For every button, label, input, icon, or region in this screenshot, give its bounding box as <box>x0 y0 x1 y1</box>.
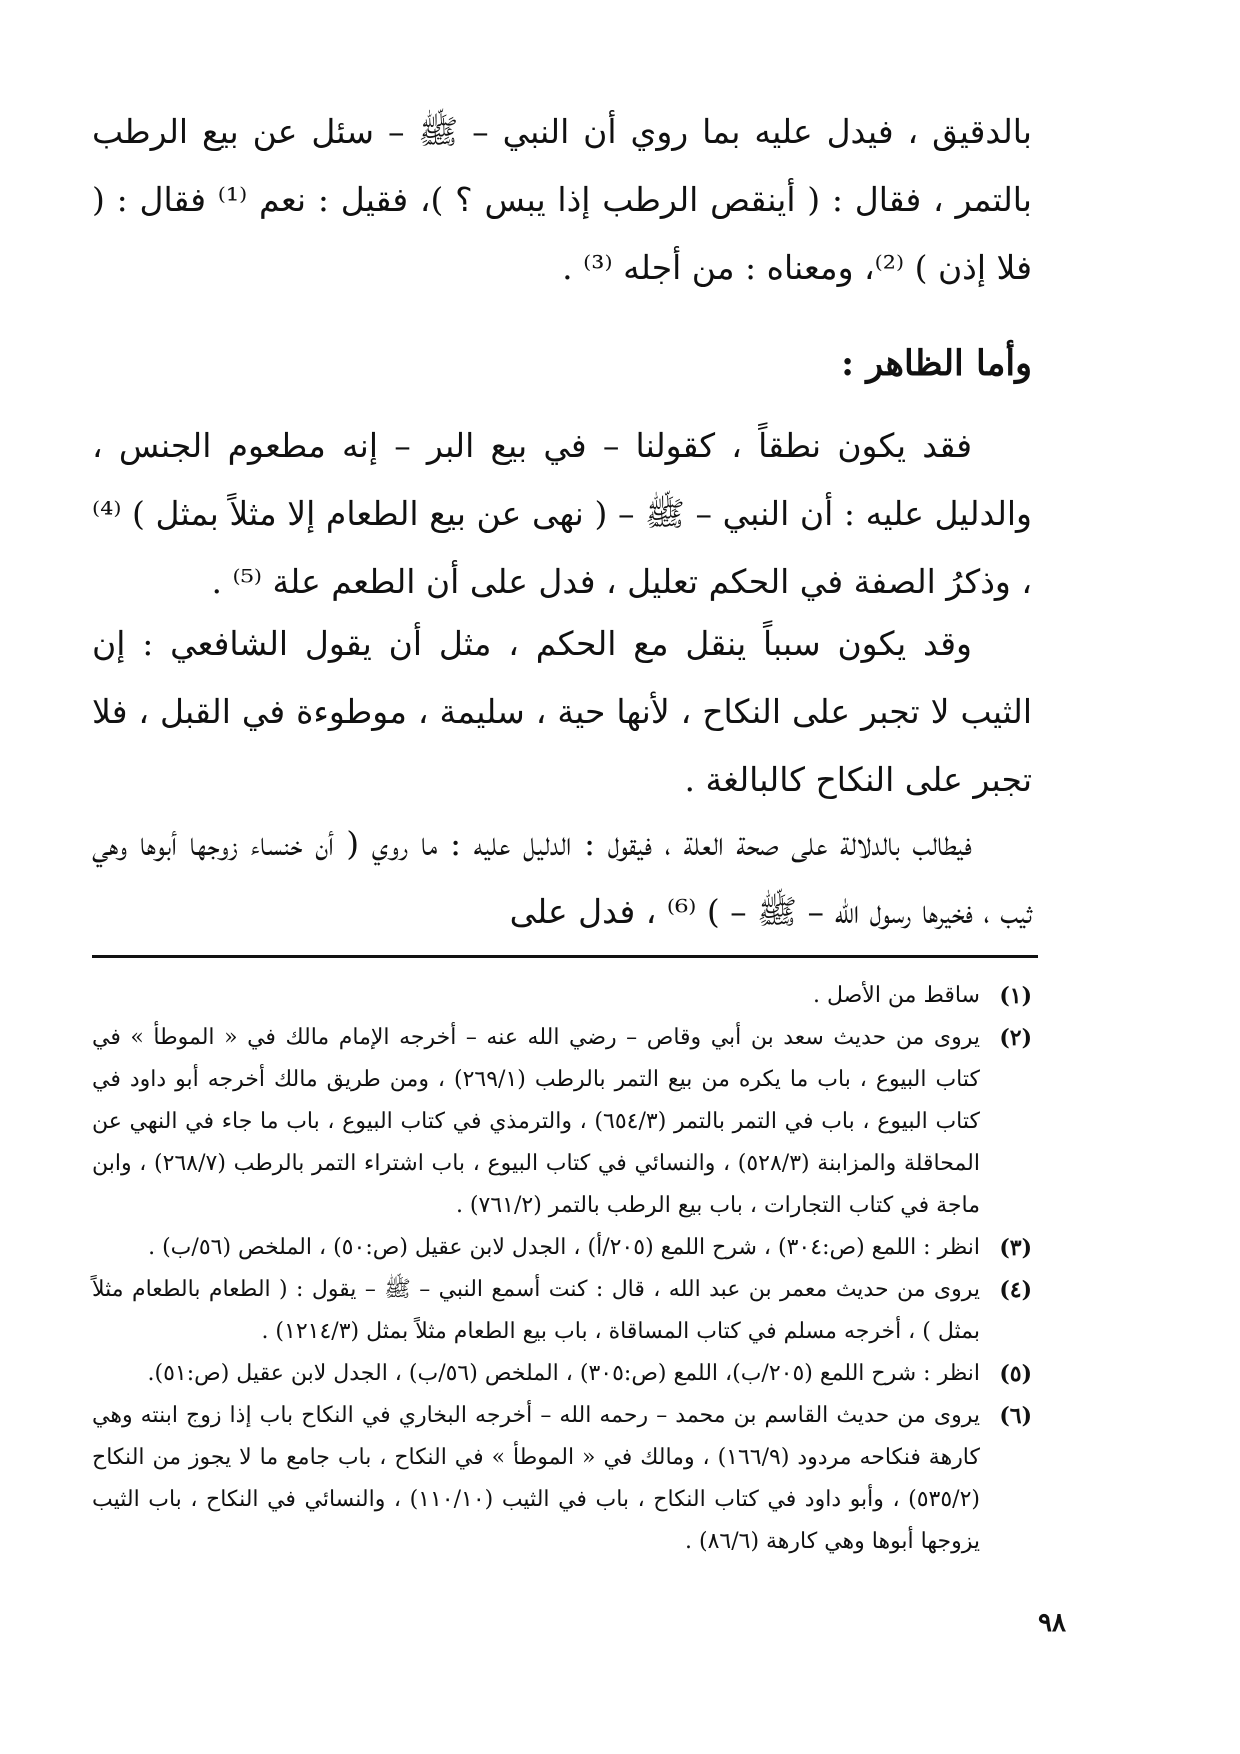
footnote-number: (٤) <box>999 1277 1032 1303</box>
paragraph-3-text: وقد يكون سبباً ينقل مع الحكم ، مثل أن يقول الشافعي : إن الثيب لا تجبر على النكاح ، لأنها حية ، سليمة ، موطوءة في القبل ، فلا تجبر على النكاح كالبالغة . <box>92 624 1032 799</box>
paragraph-1 <box>92 98 1032 302</box>
footnote-number: (٥) <box>999 1361 1032 1387</box>
paragraph-1-text: بالدقيق ، فيدل عليه بما روي أن النبي – ﷺ – سئل عن بيع الرطب بالتمر ، فقال : ( أينقص الرطب إذا يبس ؟ )، فقيل : نعم ⁽¹⁾ فقال : ( فلا إذن ) ⁽²⁾، ومعناه : من أجله ⁽³⁾ . <box>92 112 1032 287</box>
footnote-text: ساقط من الأصل . <box>812 983 980 1008</box>
footnote-number: (٦) <box>999 1403 1032 1429</box>
footnote-4 <box>92 1269 1032 1353</box>
paragraph-4-text: فيطالب بالدلالة على صحة العلة ، فيقول : الدليل عليه : ما روي ( أن خنساء زوجها أبوها وهي ثيب ، فخيرها رسول الله – ﷺ – ) ⁽⁶⁾ ، فدل على <box>92 824 1032 931</box>
paragraph-4 <box>92 810 1032 946</box>
footnote-text: يروى من حديث القاسم بن محمد – رحمه الله – أخرجه البخاري في النكاح باب إذا زوج ابنته وهي كارهة فنكاحه مردود (١٦٦/٩) ، ومالك في « الموطأ » في النكاح ، باب جامع ما لا يجوز من النكاح (٥٣٥/٢) ، وأبو داود في كتاب النكاح ، باب في الثيب (١١٠/١٠) ، والنسائي في النكاح ، باب الثيب يزوجها أبوها وهي كارهة (٨٦/٦) . <box>92 1403 980 1554</box>
footnote-text: يروى من حديث سعد بن أبي وقاص – رضي الله عنه – أخرجه الإمام مالك في « الموطأ » في كتاب البيوع ، باب ما يكره من بيع التمر بالرطب (٢٦٩/١) ، ومن طريق مالك أخرجه أبو داود في كتاب البيوع ، باب في التمر بالتمر (٦٥٤/٣) ، والترمذي في كتاب البيوع ، باب ما جاء في النهي عن المحاقلة والمزابنة (٥٢٨/٣) ، والنسائي في كتاب البيوع ، باب اشتراء التمر بالرطب (٢٦٨/٧) ، وابن ماجة في كتاب التجارات ، باب بيع الرطب بالتمر (٧٦١/٢) . <box>92 1025 980 1218</box>
footnote-text: انظر : شرح اللمع (٢٠٥/ب)، اللمع (ص:٣٠٥) ، الملخص (٥٦/ب) ، الجدل لابن عقيل (ص:٥١). <box>147 1361 980 1386</box>
footnotes <box>92 975 1032 1563</box>
footnote-6 <box>92 1395 1032 1563</box>
paragraph-2-text: فقد يكون نطقاً ، كقولنا – في بيع البر – إنه مطعوم الجنس ، والدليل عليه : أن النبي – ﷺ – ( نهى عن بيع الطعام إلا مثلاً بمثل ) ⁽⁴⁾ ، وذكرُ الصفة في الحكم تعليل ، فدل على أن الطعم علة ⁽⁵⁾ . <box>92 426 1032 601</box>
footnote-number: (٢) <box>999 1025 1032 1051</box>
paragraph-2 <box>92 412 1032 616</box>
paragraph-3 <box>92 610 1032 814</box>
page-number: ٩٨ <box>1038 1608 1066 1638</box>
footnote-number: (٣) <box>999 1235 1032 1261</box>
section-heading: وأما الظاهر : <box>841 343 1032 384</box>
footnote-2 <box>92 1017 1032 1227</box>
footnote-3 <box>92 1227 1032 1269</box>
footnote-number: (١) <box>999 983 1032 1009</box>
footnote-5 <box>92 1353 1032 1395</box>
footnote-divider <box>92 955 1038 958</box>
footnote-1 <box>92 975 1032 1017</box>
footnote-text: انظر : اللمع (ص:٣٠٤) ، شرح اللمع (٢٠٥/أ) ، الجدل لابن عقيل (ص:٥٠) ، الملخص (٥٦/ب) . <box>148 1235 980 1260</box>
footnote-text: يروى من حديث معمر بن عبد الله ، قال : كنت أسمع النبي – ﷺ – يقول : ( الطعام بالطعام مثلاً بمثل ) ، أخرجه مسلم في كتاب المساقاة ، باب بيع الطعام مثلاً بمثل (١٢١٤/٣) . <box>92 1277 980 1344</box>
